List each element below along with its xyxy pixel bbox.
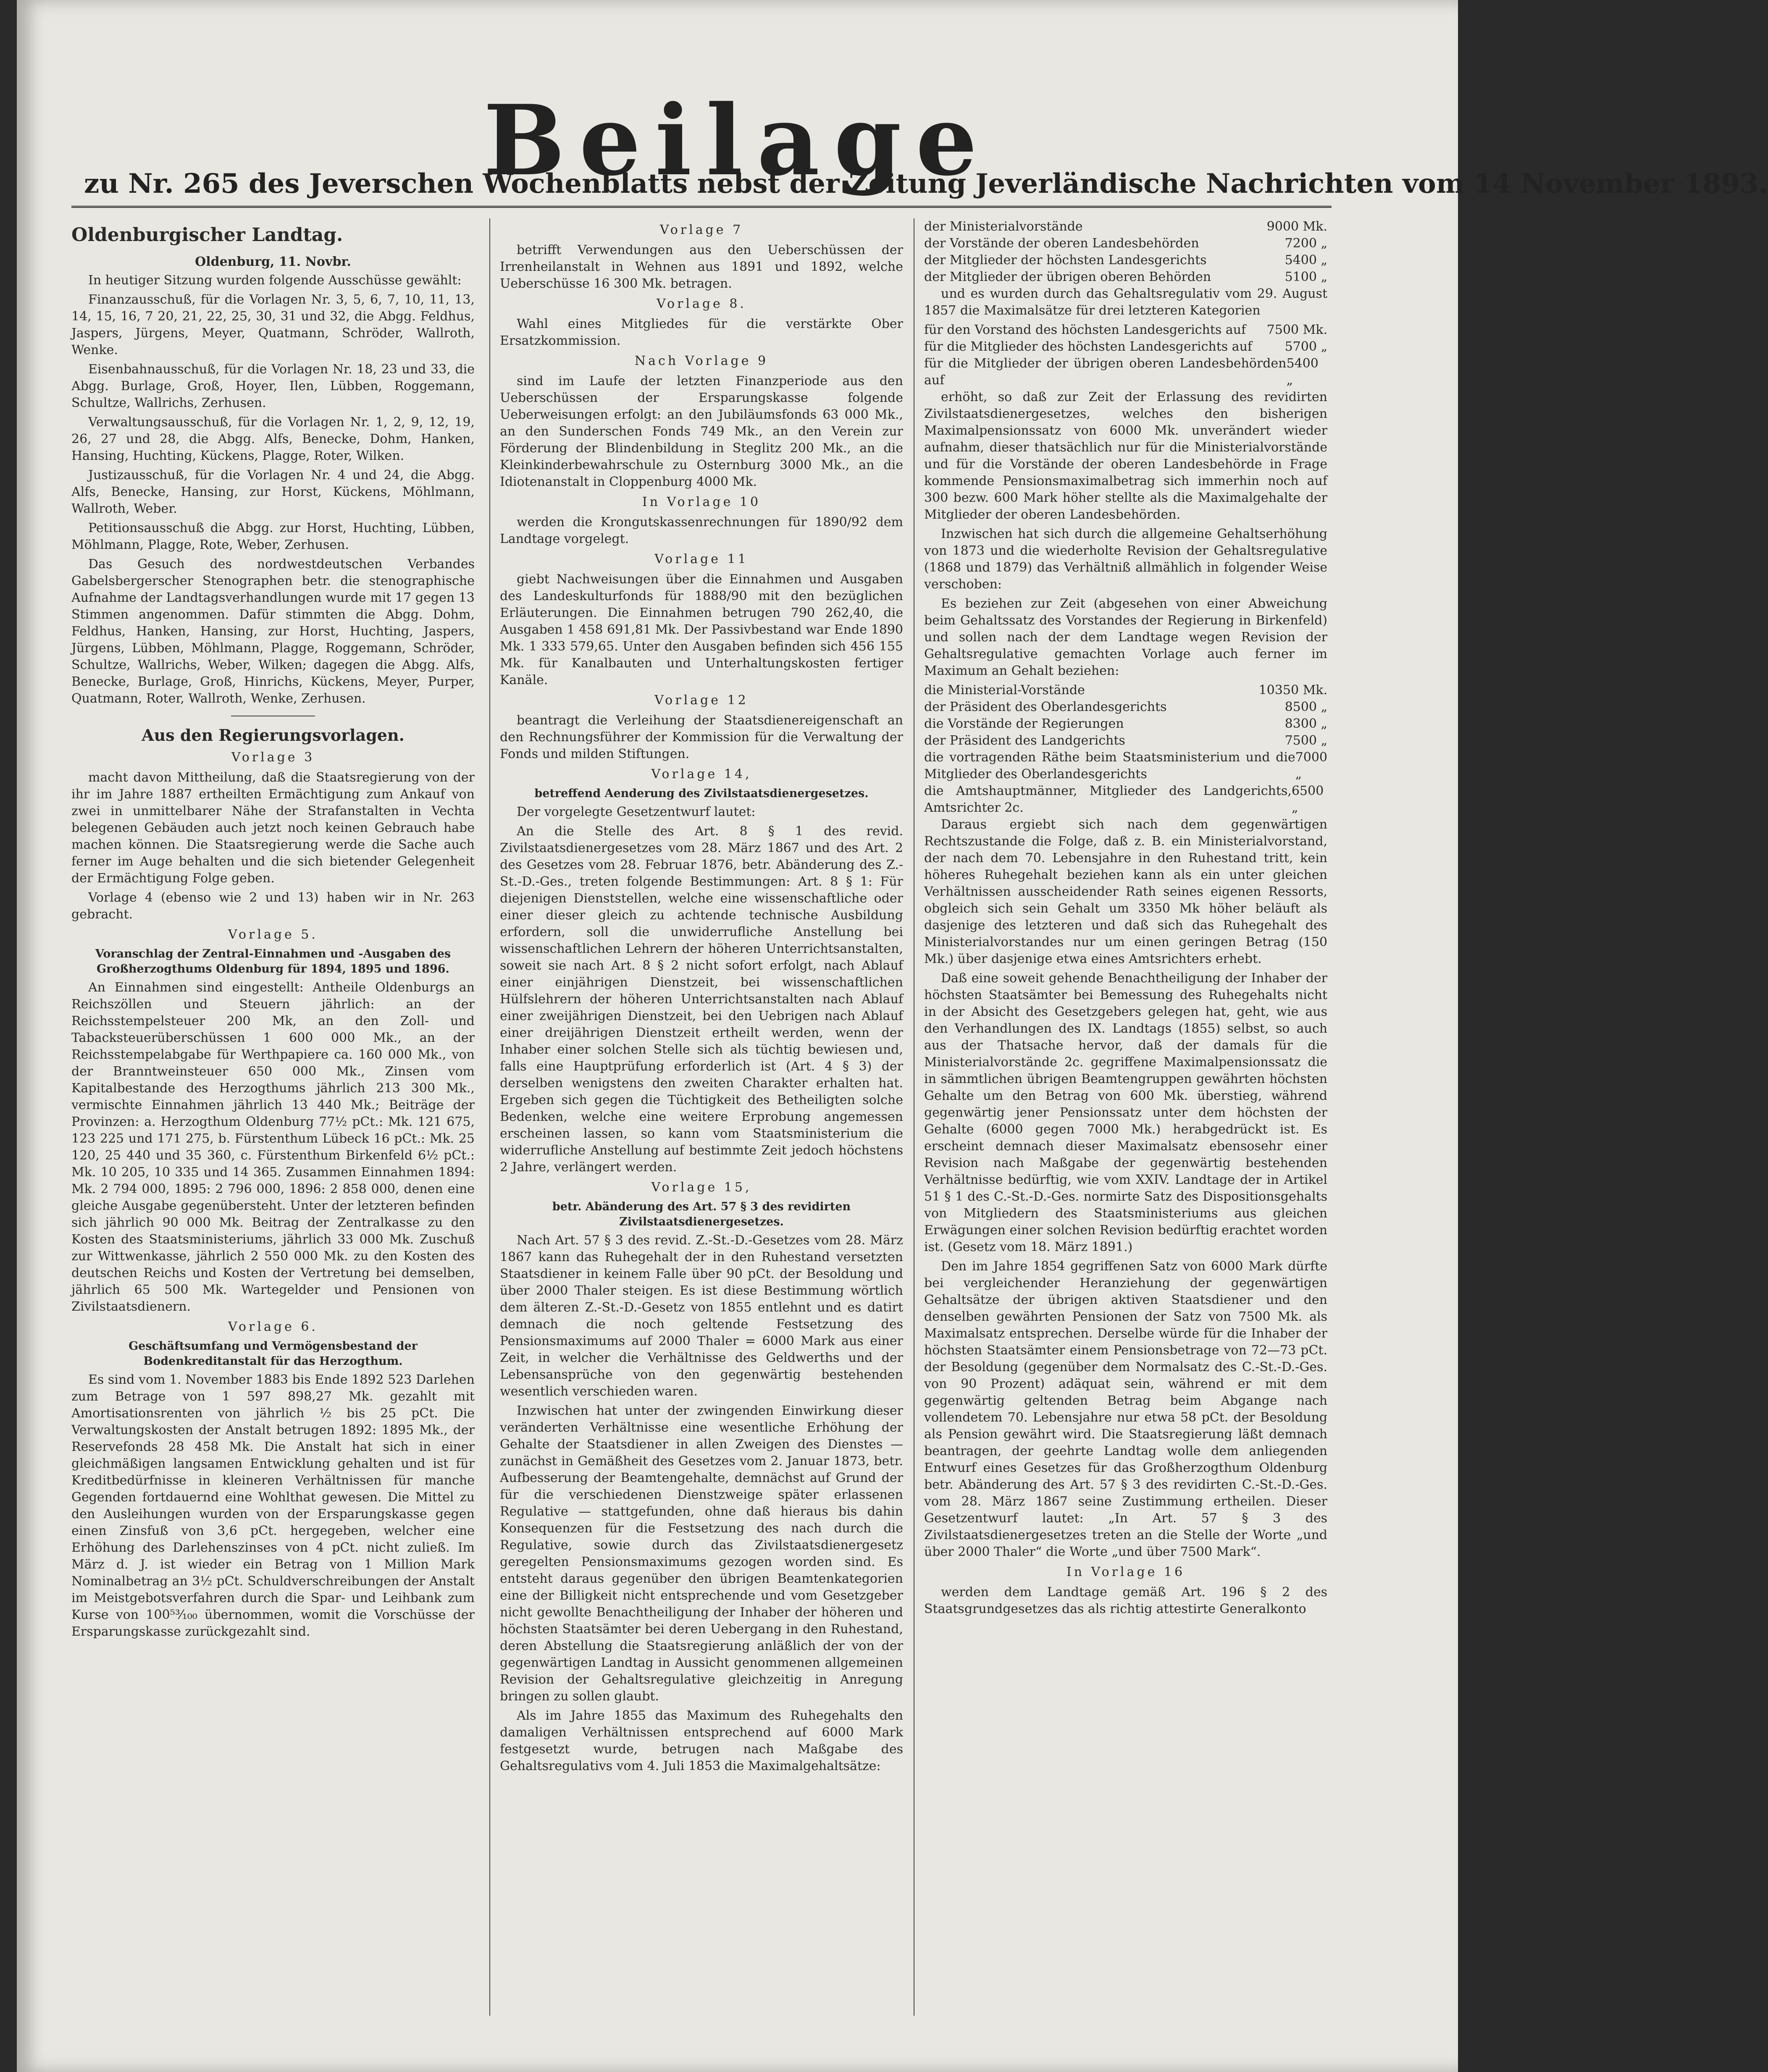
vorlage-heading: Nach Vorlage 9 <box>634 354 769 368</box>
paragraph: Daß eine soweit gehende Benachtheiligung der Inhaber der höchsten Staatsämter bei Bemessung des Ruhegehalts nicht in der Absicht des Gesetzgebers gelegen hat, geht, wie aus den Verhandlungen des IX. Landtags (1855) selbst, so auch aus der Thatsache hervor, daß der damals für die Ministerialvorstände 2c. gegriffene Maximalpensionssatz die in sämmtlichen übrigen Beamtengruppen gewährten höchsten Gehalte um den Betrag von 600 Mk. überstieg, während gegenwärtig jener Pensionssatz unter dem höchsten der Gehalte (6000 gegen 7000 Mk.) herabgedrückt ist. Es erscheint demnach dieser Maximalsatz ebensosehr einer Revision nach Maßgabe der gegenwärtig bestehenden Verhältnisse bedürftig, wie vom XXIV. Landtage der in Artikel 51 § 1 des C.-St.-D.-Ges. normirte Satz des Dispositionsgehalts von Mitgliedern des Staatsministeriums aus gleichen Erwägungen einer solchen Revision bedürftig erachtet worden ist. (Gesetz vom 18. März 1891.) <box>924 971 1327 1254</box>
paragraph: giebt Nachweisungen über die Einnahmen und Ausgaben des Landeskulturfonds für 1888/90 mit den bezüglichen Erläuterungen. Die Einnahmen betrugen 790 262,40, die Ausgaben 1 458 691,81 Mk. Der Passivbestand war Ende 1890 Mk. 1 333 579,65. Unter den Ausgaben befinden sich 456 155 Mk. für Kanalbauten und Unterhaltungskosten fertiger Kanäle. <box>500 572 903 687</box>
paragraph: Das Gesuch des nordwestdeutschen Verbandes Gabelsbergerscher Stenographen betr. die stenographische Aufnahme der Landtagsverhandlungen wurde mit 17 gegen 13 Stimmen angenommen. Dafür stimmten die Abgg. Dohm, Feldhus, Hanken, Hansing, zur Horst, Huchting, Jaspers, Jürgens, Lübben, Möhlmann, Plagge, Roggemann, Schröder, Schultze, Wallrichs, Weber, Wilken; dagegen die Abgg. Alfs, Benecke, Burlage, Groß, Hinrichs, Kückens, Meyer, Purper, Quatmann, Roter, Wallroth, Wenke, Zerhusen. <box>71 557 475 706</box>
salary-value: 10350 Mk. <box>1258 683 1327 698</box>
paragraph: An Einnahmen sind eingestellt: Antheile Oldenburgs an Reichszöllen und Steuern jährlich: an der Reichsstempelsteuer 200 Mk, an den Zoll- und Tabacksteuerüberschüssen 1 600 000 Mk., an der Reichsstempelabgabe für Werthpapiere ca. 160 000 Mk., von der Branntweinsteuer 650 000 Mk., Zinsen vom Kapitalbestande des Herzogthums jährlich 213 300 Mk., vermischte Einnahmen jährlich 13 440 Mk.; Beiträge der Provinzen: a. Herzogthum Oldenburg 77½ pCt.: Mk. 121 675, 123 225 und 171 275, b. Fürstenthum Lübeck 16 pCt.: Mk. 25 120, 25 440 und 35 360, c. Fürstenthum Birkenfeld 6½ pCt.: Mk. 10 205, 10 335 und 14 365. Zusammen Einnahmen 1894: Mk. 2 794 000, 1895: 2 796 000, 1896: 2 858 000, denen eine gleiche Ausgabe gegenübersteht. Unter der letzteren befinden sich jährlich 90 000 Mk. Beitrag der Zentralkasse zu den Kosten des Staatsministeriums, jährlich 33 000 Mk. Zuschuß zur Wittwenkasse, jährlich 2 550 000 Mk. zu den Kosten des deutschen Reichs und Kosten der Vertretung bei demselben, jährlich 65 500 Mk. Wartegelder und Pensionen von Zivilstaatsdienern. <box>71 980 475 1314</box>
salary-label: der Präsident des Landgerichts <box>924 733 1125 748</box>
salary-row <box>924 218 1327 235</box>
dateline: Oldenburg, 11. Novbr. <box>195 254 351 269</box>
vorlage-heading: In Vorlage 16 <box>1066 1565 1185 1579</box>
salary-value: 5700 „ <box>1285 339 1327 354</box>
vorlage-heading: Vorlage 11 <box>654 552 749 567</box>
vorlage-subtitle: Voranschlag der Zentral-Einnahmen und -Ausgaben des Großherzogthums Oldenburg für 1894, 1895 und 1896. <box>95 947 451 976</box>
salary-table-1 <box>924 218 1327 286</box>
salary-value: 7500 Mk. <box>1266 323 1327 337</box>
section-heading: Aus den Regierungsvorlagen. <box>142 726 405 745</box>
paragraph: werden die Krongutskassenrechnungen für 1890/92 dem Landtage vorgelegt. <box>500 515 903 546</box>
vorlage-subtitle: Geschäftsumfang und Vermögensbestand der Bodenkreditanstalt für das Herzogthum. <box>129 1340 418 1368</box>
salary-row <box>924 252 1327 269</box>
paragraph: Eisenbahnausschuß, für die Vorlagen Nr. 18, 23 und 33, die Abgg. Burlage, Groß, Hoyer, Ilen, Lübben, Roggemann, Schultze, Wallrichs, Zerhusen. <box>71 362 475 410</box>
salary-table-3 <box>924 682 1327 816</box>
paragraph: und es wurden durch das Gehaltsregulativ vom 29. August 1857 die Maximalsätze für drei letzteren Kategorien <box>924 286 1327 318</box>
salary-label: der Mitglieder der höchsten Landesgerichts <box>924 253 1207 268</box>
salary-label: der Vorstände der oberen Landesbehörden <box>924 236 1199 251</box>
vorlage-heading: Vorlage 14, <box>651 767 752 782</box>
vorlage-heading: Vorlage 7 <box>659 223 743 237</box>
salary-value: 7500 „ <box>1285 733 1327 748</box>
salary-value: 7200 „ <box>1285 236 1327 251</box>
column-3 <box>924 218 1327 1620</box>
paragraph: betrifft Verwendungen aus den Ueberschüssen der Irrenheilanstalt in Wehnen aus 1891 und 1892, welche Ueberschüsse 16 300 Mk. betragen. <box>500 243 903 291</box>
salary-label: die vortragenden Räthe beim Staatsministerium und die Mitglieder des Oberlandesgerichts <box>924 750 1295 782</box>
salary-value: 5400 „ <box>1285 253 1327 268</box>
paragraph: erhöht, so daß zur Zeit der Erlassung des revidirten Zivilstaatsdienergesetzes, welches den bisherigen Maximalpensionssatz von 6000 Mk. unverändert wieder aufnahm, dieser thatsächlich nur für die Ministerialvorstände und für die Vorstände der oberen Landesbehörde in Frage kommende Pensionsmaximalbetrag sich immerhin noch auf 300 bezw. 600 Mark höher stellte als die Maximalgehalte der Mitglieder der oberen Landesbehörden. <box>924 390 1327 522</box>
section-title: Oldenburgischer Landtag. <box>71 224 343 246</box>
salary-label: für die Mitglieder des höchsten Landesgerichts auf <box>924 339 1252 354</box>
vorlage-subtitle: betreffend Aenderung des Zivilstaatsdienergesetzes. <box>534 787 869 800</box>
paragraph: Als im Jahre 1855 das Maximum des Ruhegehalts den damaligen Verhältnissen entsprechend auf 6000 Mark festgesetzt wurde, betrugen nach Maßgabe des Gehaltsregulativs vom 4. Juli 1853 die Maximalgehaltsätze: <box>500 1708 903 1773</box>
salary-label: die Vorstände der Regierungen <box>924 716 1124 731</box>
paragraph: Daraus ergiebt sich nach dem gegenwärtigen Rechtszustande die Folge, daß z. B. ein Ministerialvorstand, der nach dem 70. Lebensjahre in den Ruhestand tritt, kein höheres Ruhegehalt beziehen kann als ein unter gleichen Verhältnissen ausscheidender Rath seines eigenen Ressorts, obgleich sich sein Gehalt um 3350 Mk höher beläuft als dasjenige des letzteren und daß sich das Ruhegehalt des Ministerialvorstandes nur um einen geringen Betrag (150 Mk.) über dasjenige etwa eines Amtsrichters erhebt. <box>924 817 1327 966</box>
vorlage-heading: Vorlage 6. <box>228 1319 318 1334</box>
paragraph: Finanzausschuß, für die Vorlagen Nr. 3, 5, 6, 7, 10, 11, 13, 14, 15, 16, 7 20, 21, 22, 25, 30, 31 und 32, die Abgg. Feldhus, Jaspers, Jürgens, Meyer, Quatmann, Schröder, Wallroth, Wenke. <box>71 292 475 357</box>
salary-label: der Ministerialvorstände <box>924 219 1083 234</box>
salary-row <box>924 322 1327 338</box>
salary-row <box>924 338 1327 355</box>
salary-value: 6500 „ <box>1291 784 1324 815</box>
salary-value: 8300 „ <box>1285 716 1327 731</box>
paragraph: An die Stelle des Art. 8 § 1 des revid. Zivilstaatsdienergesetzes vom 28. März 1867 und des Art. 2 des Gesetzes vom 28. Februar 1876, betr. Abänderung des Z.-St.-D.-Ges., treten folgende Bestimmungen: Art. 8 § 1: Für diejenigen Dienststellen, welche eine wissenschaftliche oder einer dieser gleich zu achtende technische Ausbildung erfordern, soll die unwiderrufliche Anstellung bei wissenschaftlichen Lehrern der höheren Unterrichtsanstalten, soweit sie nach Art. 8 § 2 nicht sofort erfolgt, nach Ablauf einer einjährigen Dienstzeit, bei wissenschaftlichen Hülfslehrern der höheren Unterrichtsanstalten nach Ablauf einer zweijährigen Dienstzeit, bei den Uebrigen nach Ablauf einer dreijährigen Dienstzeit ertheilt werden, wenn der Inhaber einer solchen Stelle sich als tüchtig bewiesen und, falls eine Hauptprüfung erforderlich ist (Art. 4 § 3) der derselben wenigstens den zweiten Charakter erhalten hat. Ergeben sich gegen die Tüchtigkeit des Betheiligten solche Bedenken, welche eine weitere Erprobung angemessen erscheinen lassen, so kann vom Staatsministerium die widerrufliche Anstellung auf bestimmte Zeit jedoch höchstens 2 Jahre, verlängert werden. <box>500 824 903 1175</box>
salary-label: für den Vorstand des höchsten Landesgerichts auf <box>924 323 1246 337</box>
column-1 <box>71 218 475 1643</box>
paragraph: Inzwischen hat unter der zwingenden Einwirkung dieser veränderten Verhältnisse eine wesentliche Erhöhung der Gehalte der Staatsdiener in allen Zweigen des Dienstes — zunächst in Gemäßheit des Gesetzes vom 2. Januar 1873, betr. Aufbesserung der Beamtengehalte, demnächst auf Grund der für die verschiedenen Dienstzweige später erlassenen Regulative — stattgefunden, ohne daß hieraus bis dahin Konsequenzen für die Festsetzung des nach durch die Regulative, sowie durch das Zivilstaatsdienergesetz geregelten Pensionsmaximums gezogen worden sind. Es entsteht daraus gegenüber den übrigen Beamtenkategorien eine der Billigkeit nicht entsprechende und vom Gesetzgeber nicht gewollte Benachtheiligung der Inhaber der höheren und höchsten Staatsämter bei deren Uebergang in den Ruhestand, deren Abstellung die Staatsregierung anläßlich der von der gegenwärtigen Landtag in Aussicht genommenen allgemeinen Revision der Gehaltsregulative gleichzeitig in Anregung bringen zu sollen glaubt. <box>500 1403 903 1704</box>
masthead: Beilage <box>483 84 992 197</box>
salary-row <box>924 716 1327 732</box>
column-separator <box>489 218 490 2016</box>
salary-row <box>924 749 1327 783</box>
paragraph: Es beziehen zur Zeit (abgesehen von einer Abweichung beim Gehaltssatz des Vorstandes der Regierung in Birkenfeld) und sollen nach der dem Landtage wegen Revision der Gehaltsregulative gemachten Vorlage auch ferner im Maximum an Gehalt beziehen: <box>924 596 1327 678</box>
paragraph: beantragt die Verleihung der Staatsdienereigenschaft an den Rechnungsführer der Kommission für die Verwaltung der Fonds und milden Stiftungen. <box>500 713 903 761</box>
vorlage-heading: In Vorlage 10 <box>642 495 761 509</box>
salary-row <box>924 269 1327 286</box>
salary-value: 9000 Mk. <box>1266 219 1327 234</box>
paragraph: Den im Jahre 1854 gegriffenen Satz von 6000 Mark dürfte bei vergleichender Heranziehung der gegenwärtigen Gehaltsätze der übrigen aktiven Staatsdiener und den denselben gewährten Pensionen der Satz von 7500 Mk. als Maximalsatz entsprechen. Derselbe würde für die Inhaber der höchsten Staatsämter einem Pensionsbetrage von 72—73 pCt. der Besoldung (gegenüber dem Normalsatz des C.-St.-D.-Ges. von 90 Prozent) adäquat sein, während er mit dem gegenwärtig geltenden Betrag beim Abgange nach vollendetem 70. Lebensjahre nur etwa 58 pCt. der Besoldung als Pension gewährt wird. Die Staatsregierung läßt demnach beantragen, der geehrte Landtag wolle dem anliegenden Entwurf eines Gesetzes für das Großherzogthum Oldenburg betr. Abänderung des Art. 57 § 3 des revidirten C.-St.-D.-Ges. vom 28. März 1867 seine Zustimmung ertheilen. Dieser Gesetzentwurf lautet: „In Art. 57 § 3 des Zivilstaatsdienergesetzes treten an die Stelle der Worte „und über 2000 Thaler“ die Worte „und über 7500 Mark“. <box>924 1259 1327 1559</box>
salary-label: für die Mitglieder der übrigen oberen Landesbehörden auf <box>924 356 1287 388</box>
salary-label: die Amtshauptmänner, Mitglieder des Landgerichts, Amtsrichter 2c. <box>924 784 1292 815</box>
newspaper-page <box>17 0 1768 2072</box>
vorlage-heading: Vorlage 15, <box>651 1180 752 1195</box>
vorlage-heading: Vorlage 8. <box>657 296 746 311</box>
paragraph: In heutiger Sitzung wurden folgende Ausschüsse gewählt: <box>88 273 462 288</box>
vorlage-subtitle: betr. Abänderung des Art. 57 § 3 des revidirten Zivilstaatsdienergesetzes. <box>552 1200 851 1228</box>
paragraph: Verwaltungsausschuß, für die Vorlagen Nr. 1, 2, 9, 12, 19, 26, 27 und 28, die Abgg. Alfs, Benecke, Dohm, Hanken, Hansing, Huchting, Kückens, Plagge, Roter, Wilken. <box>71 415 475 463</box>
paragraph: Inzwischen hat sich durch die allgemeine Gehaltserhöhung von 1873 und die wiederholte Revision der Gehaltsregulative (1868 und 1879) das Verhältniß allmählich in folgender Weise verschoben: <box>924 527 1327 592</box>
salary-row <box>924 235 1327 252</box>
salary-value: 5400 „ <box>1286 356 1319 388</box>
paragraph: Vorlage 4 (ebenso wie 2 und 13) haben wir in Nr. 263 gebracht. <box>71 890 475 922</box>
salary-value: 7000 „ <box>1295 750 1327 782</box>
paragraph: Petitionsausschuß die Abgg. zur Horst, Huchting, Lübben, Möhlmann, Plagge, Rote, Weber, Zerhusen. <box>71 521 475 552</box>
paragraph: Wahl eines Mitgliedes für die verstärkte Ober Ersatzkommission. <box>500 317 903 348</box>
vorlage-heading: Vorlage 5. <box>228 927 318 942</box>
paragraph: macht davon Mittheilung, daß die Staatsregierung von der ihr im Jahre 1887 ertheilten Ermächtigung zum Ankauf von zwei in unmittelbarer Nähe der Strafanstalten in Vechta belegenen Gebäuden auch jetzt noch keinen Gebrauch habe machen können. Die Staatsregierung werde die Sache auch ferner im Auge behalten und die sich bietender Gelegenheit der Ermächtigung Folge geben. <box>71 770 475 886</box>
paragraph: werden dem Landtage gemäß Art. 196 § 2 des Staatsgrundgesetzes das als richtig attestirte Generalkonto <box>924 1585 1327 1616</box>
salary-label: der Präsident des Oberlandesgerichts <box>924 700 1167 714</box>
vorlage-heading: Vorlage 3 <box>231 750 315 765</box>
paragraph: Der vorgelegte Gesetzentwurf lautet: <box>517 805 756 819</box>
subhead: zu Nr. 265 des Jeverschen Wochenblatts nebst der Zeitung Jeverländische Nachrichten vom 14 November 1893. <box>84 168 1768 199</box>
salary-row <box>924 355 1327 389</box>
salary-row <box>924 682 1327 699</box>
salary-table-2 <box>924 322 1327 389</box>
salary-label: die Ministerial-Vorstände <box>924 683 1085 698</box>
salary-row <box>924 783 1327 816</box>
paragraph: Justizausschuß, für die Vorlagen Nr. 4 und 24, die Abgg. Alfs, Benecke, Hansing, zur Horst, Kückens, Möhlmann, Wallroth, Weber. <box>71 468 475 516</box>
salary-value: 5100 „ <box>1285 270 1327 284</box>
paragraph: Nach Art. 57 § 3 des revid. Z.-St.-D.-Gesetzes vom 28. März 1867 kann das Ruhegehalt der in den Ruhestand versetzten Staatsdiener in keinem Falle über 90 pCt. der Besoldung und über 2000 Thaler steigen. Es ist diese Bestimmung wörtlich dem älteren Z.-St.-D.-Gesetz von 1855 entlehnt und es datirt demnach die noch geltende Festsetzung des Pensionsmaximums auf 2000 Thaler = 6000 Mark aus einer Zeit, in welcher die Verhältnisse des Geldwerths und der Lebensansprüche von den gegenwärtig bestehenden wesentlich verschieden waren. <box>500 1233 903 1399</box>
salary-value: 8500 „ <box>1285 700 1327 714</box>
salary-row <box>924 699 1327 716</box>
paragraph: Es sind vom 1. November 1883 bis Ende 1892 523 Darlehen zum Betrage von 1 597 898,27 Mk. gezahlt mit Amortisationsrenten von jährlich ½ bis 25 pCt. Die Verwaltungskosten der Anstalt betrugen 1892: 1895 Mk., der Reservefonds 28 458 Mk. Die Anstalt hat sich in einer gleichmäßigen langsamen Entwicklung gehalten und ist für Kreditbedürfnisse in kleineren Verhältnissen für manche Gegenden fortdauernd eine Wohlthat gewesen. Die Mittel zu den Ausleihungen wurden von der Ersparungskasse gegen einen Zinsfuß von 3,6 pCt. hergegeben, welcher eine Erhöhung des Darlehenszinses von 4 pCt. nicht zuließ. Im März d. J. ist wieder ein Betrag von 1 Million Mark Nominalbetrag an 3½ pCt. Schuldverschreibungen der Anstalt im Meistgebotsverfahren durch die Spar- und Leihbank zum Kurse von 100⁵³⁄₁₀₀ übernommen, womit die Vorschüsse der Ersparungskasse zurückgezahlt sind. <box>71 1372 475 1639</box>
column-2 <box>500 218 903 1777</box>
paragraph: sind im Laufe der letzten Finanzperiode aus den Ueberschüssen der Ersparungskasse folgende Ueberweisungen erfolgt: an den Jubiläumsfonds 63 000 Mk., an den Sunderschen Fonds 749 Mk., an den Verein zur Förderung der Blindenbildung in Steglitz 200 Mk., an die Kleinkinderbewahrschule zu Osternburg 3000 Mk., an die Idiotenanstalt in Cloppenburg 4000 Mk. <box>500 374 903 489</box>
salary-label: der Mitglieder der übrigen oberen Behörden <box>924 270 1211 284</box>
vorlage-heading: Vorlage 12 <box>654 693 749 708</box>
salary-row <box>924 732 1327 749</box>
masthead-rule <box>71 206 1332 208</box>
